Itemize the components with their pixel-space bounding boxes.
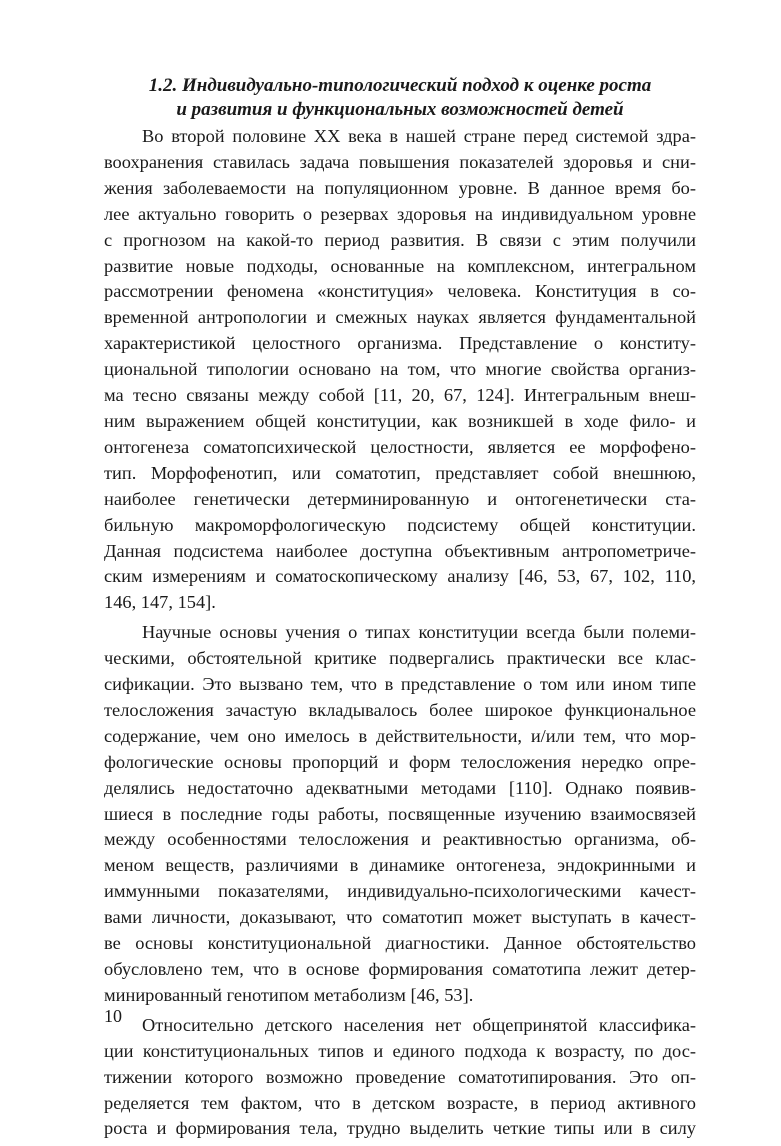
- paragraph-line: наиболее генетически детерминированную и онтогенетически ста-: [104, 488, 696, 509]
- paragraph-line: ма тесно связаны между собой [11, 20, 67, 124]. Интегральным внеш-: [104, 385, 696, 406]
- paragraph-line: ним выражением общей конституции, как возникшей в ходе фило- и: [104, 410, 696, 431]
- paragraph-line: 146, 147, 154].: [104, 592, 216, 613]
- paragraph-line: тижении которого возможно проведение соматотипирования. Это оп-: [104, 1066, 696, 1087]
- paragraph-3: [104, 1013, 696, 1143]
- paragraph-line: Относительно детского населения нет общепринятой классифика-: [142, 1014, 696, 1035]
- paragraph-line: роста и формирования тела, трудно выделить четкие типы или в силу: [104, 1118, 696, 1139]
- paragraph-line: шиеся в последние годы работы, посвященные изучению взаимосвязей: [104, 803, 696, 824]
- paragraph-line: воохранения ставилась задача повышения показателей здоровья и сни-: [104, 151, 696, 172]
- paragraph-line: фологические основы пропорций и форм телосложения нередко опре-: [104, 751, 696, 772]
- paragraph-line: развитие новые подходы, основанные на комплексном, интегральном: [104, 255, 696, 276]
- paragraph-1: [104, 124, 696, 616]
- paragraph-line: телосложения зачастую вкладывалось более широкое функциональное: [104, 699, 696, 720]
- paragraph-line: циональной типологии основано на том, что многие свойства организ-: [104, 359, 696, 380]
- paragraph-2: [104, 620, 696, 1009]
- paragraph-line: Во второй половине XX века в нашей стране перед системой здра-: [142, 126, 696, 146]
- paragraph-line: ским измерениям и соматоскопическому анализу [46, 53, 67, 102, 110,: [104, 566, 696, 587]
- page-number: 10: [104, 1006, 122, 1026]
- page-content: [104, 74, 696, 1146]
- paragraph-line: обусловлено тем, что в основе формирования соматотипа лежит детер-: [104, 959, 696, 979]
- paragraph-line: тип. Морфофенотип, или соматотип, представляет собой внешнюю,: [104, 462, 696, 483]
- paragraph-line: временной антропологии и смежных науках является фундаментальной: [104, 307, 696, 328]
- paragraph-line: с прогнозом на какой-то период развития. В связи с этим получили: [104, 229, 696, 250]
- paragraph-line: иммунными показателями, индивидуально-психологическими качест-: [104, 881, 696, 902]
- paragraph-line: вами личности, доказывают, что соматотип может выступать в качест-: [104, 907, 696, 928]
- paragraph-line: ределяется тем фактом, что в детском возрасте, в период активного: [104, 1092, 696, 1113]
- paragraph-line: характеристикой целостного организма. Представление о конститу-: [104, 333, 696, 354]
- paragraph-line: Научные основы учения о типах конституции всегда были полеми-: [142, 622, 696, 643]
- paragraph-line: жения заболеваемости на популяционном уровне. В данное время бо-: [104, 177, 696, 198]
- section-heading: [104, 74, 696, 122]
- paragraph-line: минированный генотипом метаболизм [46, 53].: [104, 984, 474, 1005]
- paragraph-line: лее актуально говорить о резервах здоровья на индивидуальном уровне: [104, 203, 696, 224]
- section-heading-line-1: 1.2. Индивидуально-типологический подход к оценке роста: [148, 75, 652, 96]
- paragraph-line: ции конституциональных типов и единого подхода к возрасту, по дос-: [104, 1040, 696, 1061]
- paragraph-line: бильную макроморфологическую подсистему общей конституции.: [104, 514, 696, 535]
- paragraph-line: меном веществ, различиями в динамике онтогенеза, эндокринными и: [104, 855, 696, 876]
- paragraph-line: сификации. Это вызвано тем, что в представление о том или ином типе: [104, 674, 696, 695]
- paragraph-line: онтогенеза соматопсихической целостности, является ее морфофено-: [104, 436, 696, 457]
- paragraph-line: ческими, обстоятельной критике подвергались практически все клас-: [104, 648, 696, 669]
- paragraph-line: делялись недостаточно адекватными методами [110]. Однако появив-: [104, 777, 696, 798]
- paragraph-line: между особенностями телосложения и реактивностью организма, об-: [104, 829, 696, 850]
- paragraph-line: ве основы конституциональной диагностики. Данное обстоятельство: [104, 933, 696, 954]
- paragraph-line: Данная подсистема наиболее доступна объективным антропометриче-: [104, 540, 696, 561]
- paragraph-line: содержание, чем оно имелось в действительности, и/или тем, что мор-: [104, 725, 696, 746]
- section-heading-line-2: и развития и функциональных возможностей детей: [176, 99, 624, 120]
- paragraph-line: рассмотрении феномена «конституция» человека. Конституция в со-: [104, 281, 696, 302]
